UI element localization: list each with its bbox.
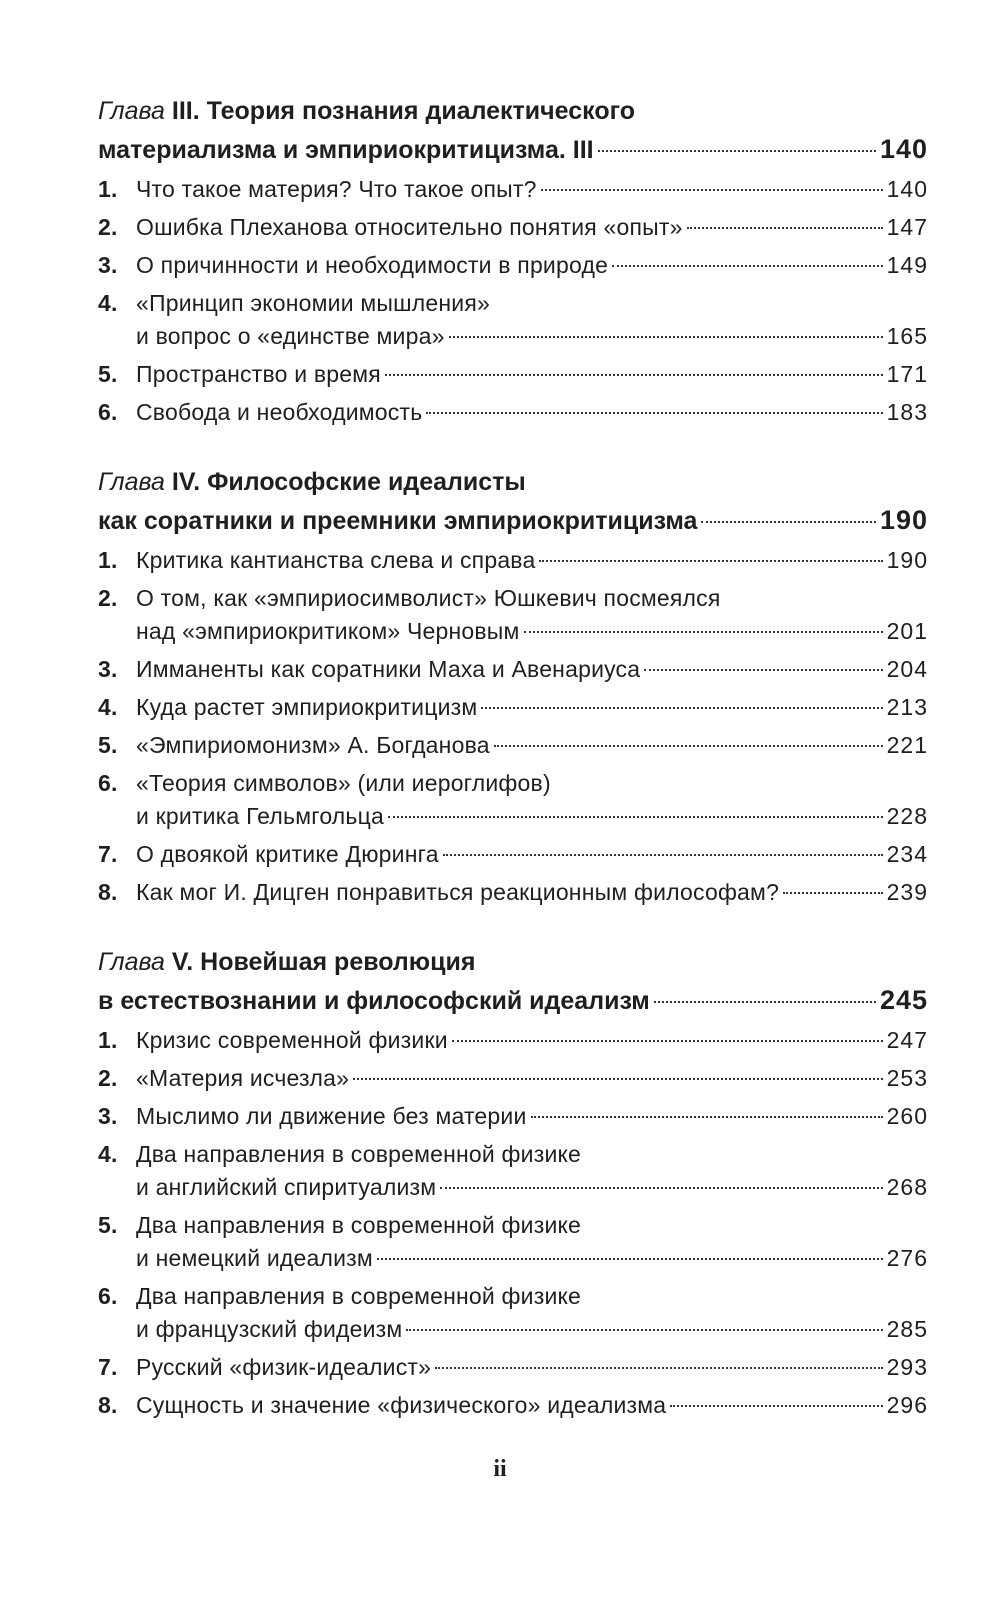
entry-page-number: 204 bbox=[886, 656, 928, 682]
toc-entry bbox=[98, 1351, 928, 1384]
entry-title-line: О том, как «эмпириосимволист» Юшкевич посмеялся bbox=[136, 585, 721, 611]
entry-body bbox=[136, 396, 928, 429]
entry-title-line bbox=[136, 358, 928, 391]
entry-page-number: 234 bbox=[886, 841, 928, 867]
entry-title: Мыслимо ли движение без материи bbox=[136, 1103, 527, 1129]
entry-body bbox=[136, 287, 928, 353]
toc-entry bbox=[98, 876, 928, 909]
entry-title-line: Два направления в современной физике bbox=[136, 1141, 582, 1167]
entry-body bbox=[136, 1138, 928, 1204]
entry-body bbox=[136, 249, 928, 282]
entry-page-number: 147 bbox=[886, 214, 928, 240]
entry-title: О причинности и необходимости в природе bbox=[136, 252, 609, 278]
entry-title-line bbox=[136, 1171, 928, 1204]
chapter-heading: III. Теория познания диалектического bbox=[164, 97, 635, 125]
dot-leader bbox=[687, 227, 883, 229]
entry-number: 4. bbox=[98, 290, 118, 316]
entry-title-line bbox=[136, 1062, 928, 1095]
entry-body bbox=[136, 582, 928, 648]
entry-number: 7. bbox=[98, 841, 118, 867]
entry-page-number: 221 bbox=[886, 732, 928, 758]
chapter-subheading: материализма и эмпириокритицизма. III bbox=[98, 136, 594, 164]
entry-page-number: 190 bbox=[886, 547, 928, 573]
chapter-section bbox=[98, 92, 928, 429]
entry-body bbox=[136, 653, 928, 686]
chapter-subheading: в естествознании и философский идеализм bbox=[98, 987, 650, 1015]
toc-entry bbox=[98, 1100, 928, 1133]
dot-leader bbox=[783, 892, 883, 894]
dot-leader bbox=[670, 1405, 882, 1407]
entry-title-line bbox=[136, 876, 928, 909]
entry-title: и вопрос о «единстве мира» bbox=[136, 323, 445, 349]
dot-leader bbox=[701, 521, 875, 523]
entry-page-number: 276 bbox=[886, 1245, 928, 1271]
toc-entry bbox=[98, 582, 928, 648]
entry-number: 4. bbox=[98, 694, 118, 720]
entry-title-line bbox=[136, 1242, 928, 1275]
toc-entry bbox=[98, 1389, 928, 1422]
toc-entry bbox=[98, 396, 928, 429]
toc-entry bbox=[98, 287, 928, 353]
entry-number: 1. bbox=[98, 547, 118, 573]
entry-title: «Материя исчезла» bbox=[136, 1065, 350, 1091]
entry-title-line bbox=[136, 615, 928, 648]
entry-body bbox=[136, 211, 928, 244]
dot-leader bbox=[426, 412, 882, 414]
entry-page-number: 296 bbox=[886, 1392, 928, 1418]
dot-leader bbox=[598, 150, 876, 152]
chapter-page-number: 140 bbox=[879, 134, 928, 164]
entry-body bbox=[136, 1062, 928, 1095]
entry-title-line bbox=[136, 1389, 928, 1422]
entry-body bbox=[136, 1351, 928, 1384]
entry-body bbox=[136, 1389, 928, 1422]
dot-leader bbox=[654, 1001, 876, 1003]
chapter-section bbox=[98, 463, 928, 909]
entry-title: Кризис современной физики bbox=[136, 1027, 448, 1053]
page-number: ii bbox=[493, 1456, 507, 1482]
entry-title-line: «Теория символов» (или иероглифов) bbox=[136, 770, 551, 796]
entry-body bbox=[136, 838, 928, 871]
entry-title-line bbox=[136, 1351, 928, 1384]
toc-entry bbox=[98, 544, 928, 577]
toc-entry bbox=[98, 211, 928, 244]
entry-body bbox=[136, 1024, 928, 1057]
entry-number: 2. bbox=[98, 585, 118, 611]
dot-leader bbox=[539, 560, 882, 562]
dot-leader bbox=[612, 265, 883, 267]
entry-number: 1. bbox=[98, 176, 118, 202]
entry-number: 4. bbox=[98, 1141, 118, 1167]
dot-leader bbox=[388, 816, 883, 818]
section-list bbox=[98, 1024, 928, 1422]
entry-body bbox=[136, 1209, 928, 1275]
chapter-heading: IV. Философские идеалисты bbox=[164, 468, 526, 496]
entry-body bbox=[136, 729, 928, 762]
entry-title-line bbox=[136, 1100, 928, 1133]
entry-number: 7. bbox=[98, 1354, 118, 1380]
entry-page-number: 201 bbox=[886, 618, 928, 644]
entry-body bbox=[136, 173, 928, 206]
toc-entry bbox=[98, 1024, 928, 1057]
chapter-page-number: 245 bbox=[879, 985, 928, 1015]
entry-number: 3. bbox=[98, 252, 118, 278]
entry-title: и критика Гельмгольца bbox=[136, 803, 384, 829]
dot-leader bbox=[377, 1258, 883, 1260]
entry-title-line bbox=[136, 320, 928, 353]
entry-title: Что такое материя? Что такое опыт? bbox=[136, 176, 537, 202]
entry-number: 2. bbox=[98, 1065, 118, 1091]
entry-number: 6. bbox=[98, 770, 118, 796]
chapter-title bbox=[98, 92, 928, 130]
entry-title: Пространство и время bbox=[136, 361, 381, 387]
entry-page-number: 260 bbox=[886, 1103, 928, 1129]
entry-number: 1. bbox=[98, 1027, 118, 1053]
dot-leader bbox=[440, 1187, 882, 1189]
entry-page-number: 183 bbox=[886, 399, 928, 425]
entry-body bbox=[136, 1100, 928, 1133]
toc-entry bbox=[98, 173, 928, 206]
entry-title-line bbox=[136, 544, 928, 577]
entry-title: Свобода и необходимость bbox=[136, 399, 423, 425]
entry-title: Сущность и значение «физического» идеализма bbox=[136, 1392, 667, 1418]
entry-number: 3. bbox=[98, 656, 118, 682]
entry-title-line bbox=[136, 173, 928, 206]
entry-page-number: 253 bbox=[886, 1065, 928, 1091]
dot-leader bbox=[385, 374, 883, 376]
entry-number: 8. bbox=[98, 879, 118, 905]
chapter-subheading: как соратники и преемники эмпириокритицизма bbox=[98, 507, 698, 535]
entry-page-number: 140 bbox=[886, 176, 928, 202]
entry-title: О двоякой критике Дюринга bbox=[136, 841, 439, 867]
entry-title: Как мог И. Дицген понравиться реакционным философам? bbox=[136, 879, 780, 905]
entry-number: 6. bbox=[98, 1283, 118, 1309]
entry-page-number: 165 bbox=[886, 323, 928, 349]
entry-title: Русский «физик-идеалист» bbox=[136, 1354, 432, 1380]
dot-leader bbox=[644, 669, 882, 671]
entry-title: и немецкий идеализм bbox=[136, 1245, 373, 1271]
entry-body bbox=[136, 767, 928, 833]
entry-body bbox=[136, 544, 928, 577]
entry-title-line bbox=[136, 838, 928, 871]
section-list bbox=[98, 544, 928, 909]
entry-title-line bbox=[136, 211, 928, 244]
toc-entry bbox=[98, 838, 928, 871]
dot-leader bbox=[406, 1329, 882, 1331]
dot-leader bbox=[531, 1116, 883, 1118]
chapter-heading: V. Новейшая революция bbox=[164, 948, 476, 976]
toc-entry bbox=[98, 653, 928, 686]
entry-title: «Эмпириомонизм» А. Богданова bbox=[136, 732, 490, 758]
entry-title-line: Два направления в современной физике bbox=[136, 1283, 582, 1309]
entry-number: 5. bbox=[98, 1212, 118, 1238]
toc-entry bbox=[98, 1138, 928, 1204]
entry-number: 5. bbox=[98, 732, 118, 758]
entry-page-number: 285 bbox=[886, 1316, 928, 1342]
chapter-label: Глава bbox=[98, 468, 165, 496]
entry-page-number: 247 bbox=[886, 1027, 928, 1053]
entry-body bbox=[136, 876, 928, 909]
entry-page-number: 171 bbox=[886, 361, 928, 387]
dot-leader bbox=[353, 1078, 883, 1080]
toc-entry bbox=[98, 729, 928, 762]
dot-leader bbox=[524, 631, 883, 633]
toc-entry bbox=[98, 691, 928, 724]
entry-title-line bbox=[136, 396, 928, 429]
entry-body bbox=[136, 1280, 928, 1346]
section-list bbox=[98, 173, 928, 429]
dot-leader bbox=[494, 745, 883, 747]
entry-title: и французский фидеизм bbox=[136, 1316, 403, 1342]
chapter-title-line bbox=[98, 981, 928, 1020]
entry-title-line bbox=[136, 691, 928, 724]
chapter-label: Глава bbox=[98, 948, 165, 976]
entry-title-line bbox=[136, 800, 928, 833]
chapter-page-number: 190 bbox=[879, 505, 928, 535]
dot-leader bbox=[443, 854, 883, 856]
chapter-title-line bbox=[98, 501, 928, 540]
dot-leader bbox=[449, 336, 883, 338]
entry-page-number: 228 bbox=[886, 803, 928, 829]
entry-number: 8. bbox=[98, 1392, 118, 1418]
entry-number: 2. bbox=[98, 214, 118, 240]
dot-leader bbox=[452, 1040, 883, 1042]
entry-title-line bbox=[136, 653, 928, 686]
table-of-contents bbox=[98, 92, 928, 1456]
entry-title: над «эмпириокритиком» Черновым bbox=[136, 618, 520, 644]
entry-title-line: «Принцип экономии мышления» bbox=[136, 290, 490, 316]
entry-title-line bbox=[136, 249, 928, 282]
entry-title-line bbox=[136, 729, 928, 762]
chapter-title bbox=[98, 463, 928, 501]
entry-number: 3. bbox=[98, 1103, 118, 1129]
toc-entry bbox=[98, 1209, 928, 1275]
entry-title-line bbox=[136, 1313, 928, 1346]
entry-title: и английский спиритуализм bbox=[136, 1174, 437, 1200]
entry-title: Имманенты как соратники Маха и Авенариуса bbox=[136, 656, 641, 682]
chapter-title-line bbox=[98, 130, 928, 169]
entry-body bbox=[136, 691, 928, 724]
entry-title: Критика кантианства слева и справа bbox=[136, 547, 536, 573]
entry-page-number: 239 bbox=[886, 879, 928, 905]
dot-leader bbox=[541, 189, 883, 191]
dot-leader bbox=[435, 1367, 882, 1369]
entry-page-number: 149 bbox=[886, 252, 928, 278]
chapter-title bbox=[98, 943, 928, 981]
entry-title-line: Два направления в современной физике bbox=[136, 1212, 582, 1238]
toc-entry bbox=[98, 249, 928, 282]
entry-number: 6. bbox=[98, 399, 118, 425]
toc-entry bbox=[98, 1062, 928, 1095]
entry-page-number: 268 bbox=[886, 1174, 928, 1200]
dot-leader bbox=[481, 707, 882, 709]
toc-entry bbox=[98, 358, 928, 391]
chapter-section bbox=[98, 943, 928, 1422]
entry-page-number: 293 bbox=[886, 1354, 928, 1380]
entry-title: Ошибка Плеханова относительно понятия «опыт» bbox=[136, 214, 683, 240]
toc-entry bbox=[98, 767, 928, 833]
entry-title-line bbox=[136, 1024, 928, 1057]
entry-number: 5. bbox=[98, 361, 118, 387]
entry-title: Куда растет эмпириокритицизм bbox=[136, 694, 478, 720]
toc-entry bbox=[98, 1280, 928, 1346]
chapter-label: Глава bbox=[98, 97, 165, 125]
entry-body bbox=[136, 358, 928, 391]
entry-page-number: 213 bbox=[886, 694, 928, 720]
